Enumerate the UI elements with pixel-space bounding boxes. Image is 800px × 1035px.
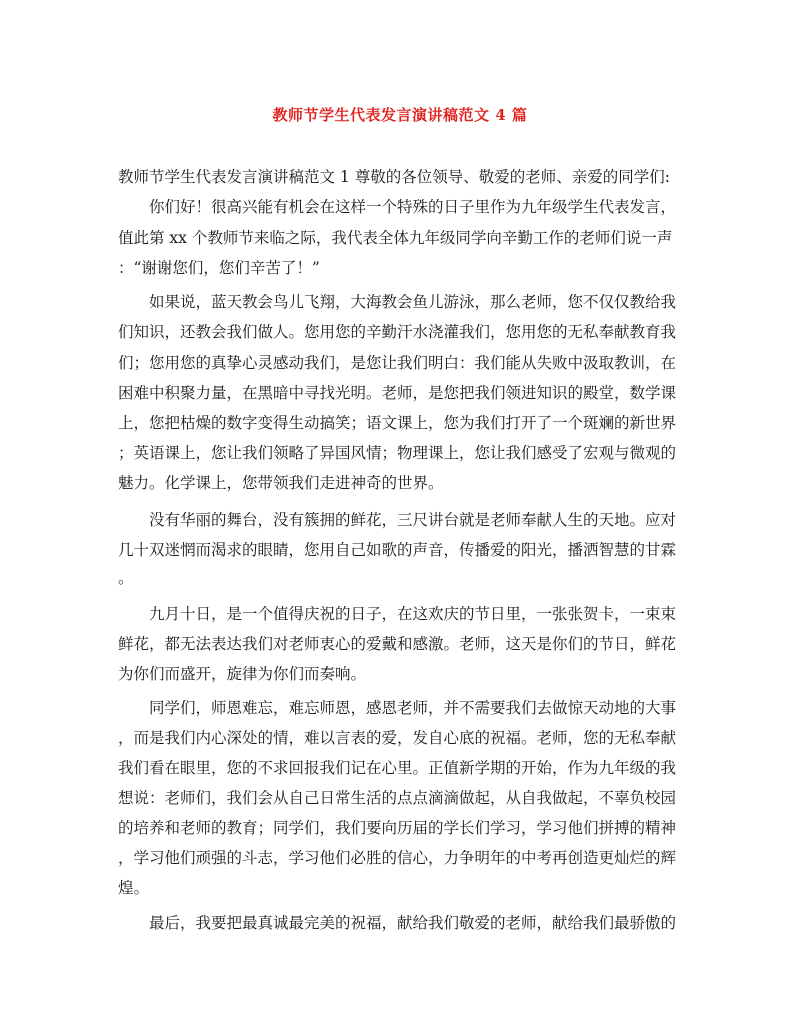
body-line: ，而是我们内心深处的情，难以言表的爱，发自心底的祝福。老师，您的无私奉献 [118, 729, 677, 747]
body-line: 如果说，蓝天教会鸟儿飞翔，大海教会鱼儿游泳，那么老师，您不仅仅教给我 [149, 293, 677, 311]
body-line: 煌。 [118, 879, 150, 897]
body-line: 我们看在眼里，您的不求回报我们记在心里。正值新学期的开始，作为九年级的我 [118, 759, 677, 777]
body-line: 值此第 xx 个教师节来临之际，我代表全体九年级同学向辛勤工作的老师们说一声 [118, 229, 673, 247]
body-line: 没有华丽的舞台，没有簇拥的鲜花，三尺讲台就是老师奉献人生的天地。应对 [149, 511, 677, 529]
body-line: 困难中积聚力量，在黑暗中寻找光明。老师，是您把我们领进知识的殿堂，数学课 [118, 384, 677, 402]
body-line: 你们好！很高兴能有机会在这样一个特殊的日子里作为九年级学生代表发言， [149, 198, 677, 216]
body-line: 九月十日，是一个值得庆祝的日子，在这欢庆的节日里，一张张贺卡，一束束 [149, 605, 677, 623]
body-line: 上，您把枯燥的数字变得生动搞笑；语文课上，您为我们打开了一个斑斓的新世界 [118, 414, 677, 432]
body-line: 。 [118, 569, 134, 587]
body-line: 们；您用您的真挚心灵感动我们，是您让我们明白：我们能从失败中汲取教训，在 [118, 354, 677, 372]
body-line: 的培养和老师的教育；同学们，我们要向历届的学长们学习，学习他们拼搏的精神 [118, 819, 677, 837]
body-line: ，学习他们顽强的斗志，学习他们必胜的信心，力争明年的中考再创造更灿烂的辉 [118, 849, 677, 867]
body-line: 们知识，还教会我们做人。您用您的辛勤汗水浇灌我们，您用您的无私奉献教育我 [118, 323, 677, 341]
body-line: 同学们，师恩难忘，难忘师恩，感恩老师，并不需要我们去做惊天动地的大事 [149, 699, 677, 717]
body-line: 教师节学生代表发言演讲稿范文 1 尊敬的各位领导、敬爱的老师、亲爱的同学们: [118, 168, 670, 186]
body-line: 鲜花，都无法表达我们对老师衷心的爱戴和感激。老师，这天是你们的节日，鲜花 [118, 635, 677, 653]
document-title: 教师节学生代表发言演讲稿范文 4 篇 [272, 106, 528, 124]
body-line: ；英语课上，您让我们领略了异国风情；物理课上，您让我们感受了宏观与微观的 [118, 444, 677, 462]
body-line: 为你们而盛开，旋律为你们而奏响。 [118, 665, 367, 683]
body-line: 想说：老师们，我们会从自己日常生活的点点滴滴做起，从自我做起，不辜负校园 [118, 789, 677, 807]
body-line: 几十双迷惘而渴求的眼睛，您用自己如歌的声音，传播爱的阳光，播洒智慧的甘霖 [118, 541, 677, 559]
body-line: 魅力。化学课上，您带领我们走进神奇的世界。 [118, 474, 444, 492]
body-line: ：“谢谢您们，您们辛苦了！” [118, 259, 320, 277]
body-line: 最后，我要把最真诚最完美的祝福，献给我们敬爱的老师，献给我们最骄傲的 [149, 914, 677, 932]
